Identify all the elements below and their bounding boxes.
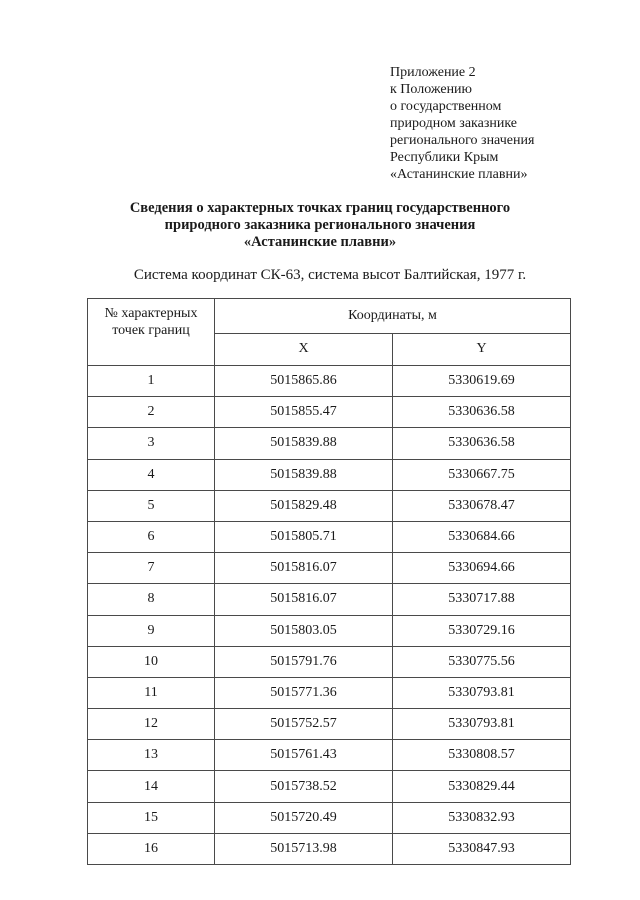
x-coordinate-cell: 5015855.47: [215, 397, 393, 428]
table-row: [88, 584, 571, 615]
x-coordinate-cell: 5015720.49: [215, 802, 393, 833]
point-number-cell: 14: [88, 771, 215, 802]
point-number-cell: 2: [88, 397, 215, 428]
y-coordinate-cell: 5330636.58: [393, 428, 571, 459]
x-coordinate-cell: 5015761.43: [215, 740, 393, 771]
x-coordinate-cell: 5015816.07: [215, 584, 393, 615]
y-coordinate-cell: 5330847.93: [393, 833, 571, 864]
table-row: [88, 615, 571, 646]
point-number-cell: 7: [88, 553, 215, 584]
table-row: [88, 646, 571, 677]
y-coordinate-cell: 5330729.16: [393, 615, 571, 646]
table-body: [88, 366, 571, 865]
x-coordinate-cell: 5015829.48: [215, 490, 393, 521]
point-number-cell: 5: [88, 490, 215, 521]
point-number-cell: 12: [88, 709, 215, 740]
point-number-cell: 4: [88, 459, 215, 490]
x-coordinate-cell: 5015713.98: [215, 833, 393, 864]
annex-line: природном заказнике: [390, 116, 518, 131]
title-line: «Астанинские плавни»: [243, 234, 397, 250]
x-coordinate-cell: 5015839.88: [215, 459, 393, 490]
point-number-cell: 15: [88, 802, 215, 833]
x-coordinate-cell: 5015865.86: [215, 366, 393, 397]
y-coordinate-cell: 5330829.44: [393, 771, 571, 802]
y-coordinate-cell: 5330636.58: [393, 397, 571, 428]
point-number-cell: 1: [88, 366, 215, 397]
x-coordinate-cell: 5015839.88: [215, 428, 393, 459]
table-row: [88, 428, 571, 459]
table-row: [88, 521, 571, 552]
point-number-cell: 11: [88, 677, 215, 708]
annex-line: Приложение 2: [390, 65, 476, 80]
point-number-cell: 9: [88, 615, 215, 646]
y-coordinate-cell: 5330808.57: [393, 740, 571, 771]
y-coordinate-cell: 5330832.93: [393, 802, 571, 833]
point-number-cell: 13: [88, 740, 215, 771]
boundary-points-table: [87, 298, 571, 865]
title-line: Сведения о характерных точках границ государственного: [129, 200, 511, 216]
table-row: [88, 553, 571, 584]
table-row: [88, 833, 571, 864]
point-number-header: [88, 299, 215, 366]
y-coordinate-cell: 5330717.88: [393, 584, 571, 615]
y-coordinate-cell: 5330684.66: [393, 521, 571, 552]
annex-note: [390, 64, 534, 183]
y-coordinate-cell: 5330678.47: [393, 490, 571, 521]
point-number-cell: 16: [88, 833, 215, 864]
table-row: [88, 677, 571, 708]
x-coordinate-cell: 5015791.76: [215, 646, 393, 677]
y-coordinate-cell: 5330694.66: [393, 553, 571, 584]
point-number-cell: 8: [88, 584, 215, 615]
point-number-cell: 10: [88, 646, 215, 677]
annex-line: к Положению: [390, 82, 473, 97]
table-row: [88, 366, 571, 397]
table-row: [88, 771, 571, 802]
table-row: [88, 397, 571, 428]
y-coordinate-cell: 5330793.81: [393, 677, 571, 708]
title-line: природного заказника регионального значения: [164, 217, 476, 233]
table-row: [88, 802, 571, 833]
y-coordinate-cell: 5330667.75: [393, 459, 571, 490]
annex-line: «Астанинские плавни»: [390, 167, 528, 182]
table-row: [88, 709, 571, 740]
y-coordinate-cell: 5330775.56: [393, 646, 571, 677]
annex-line: регионального значения: [390, 133, 535, 148]
table-row: [88, 459, 571, 490]
x-coordinate-cell: 5015752.57: [215, 709, 393, 740]
y-coordinate-cell: 5330619.69: [393, 366, 571, 397]
table-row: [88, 490, 571, 521]
document-title: [0, 200, 640, 251]
y-column-header: Y: [393, 333, 571, 365]
x-column-header: X: [215, 333, 393, 365]
point-number-header-line1: № характерных: [104, 306, 198, 321]
x-coordinate-cell: 5015771.36: [215, 677, 393, 708]
coordinates-header: Координаты, м: [215, 299, 571, 334]
x-coordinate-cell: 5015738.52: [215, 771, 393, 802]
x-coordinate-cell: 5015803.05: [215, 615, 393, 646]
table-row: [88, 740, 571, 771]
annex-line: о государственном: [390, 99, 502, 114]
point-number-header-line2: точек границ: [112, 323, 190, 338]
x-coordinate-cell: 5015805.71: [215, 521, 393, 552]
coordinate-system-note: Система координат СК-63, система высот Балтийская, 1977 г.: [133, 267, 527, 283]
point-number-cell: 3: [88, 428, 215, 459]
y-coordinate-cell: 5330793.81: [393, 709, 571, 740]
x-coordinate-cell: 5015816.07: [215, 553, 393, 584]
point-number-cell: 6: [88, 521, 215, 552]
annex-line: Республики Крым: [390, 150, 499, 165]
